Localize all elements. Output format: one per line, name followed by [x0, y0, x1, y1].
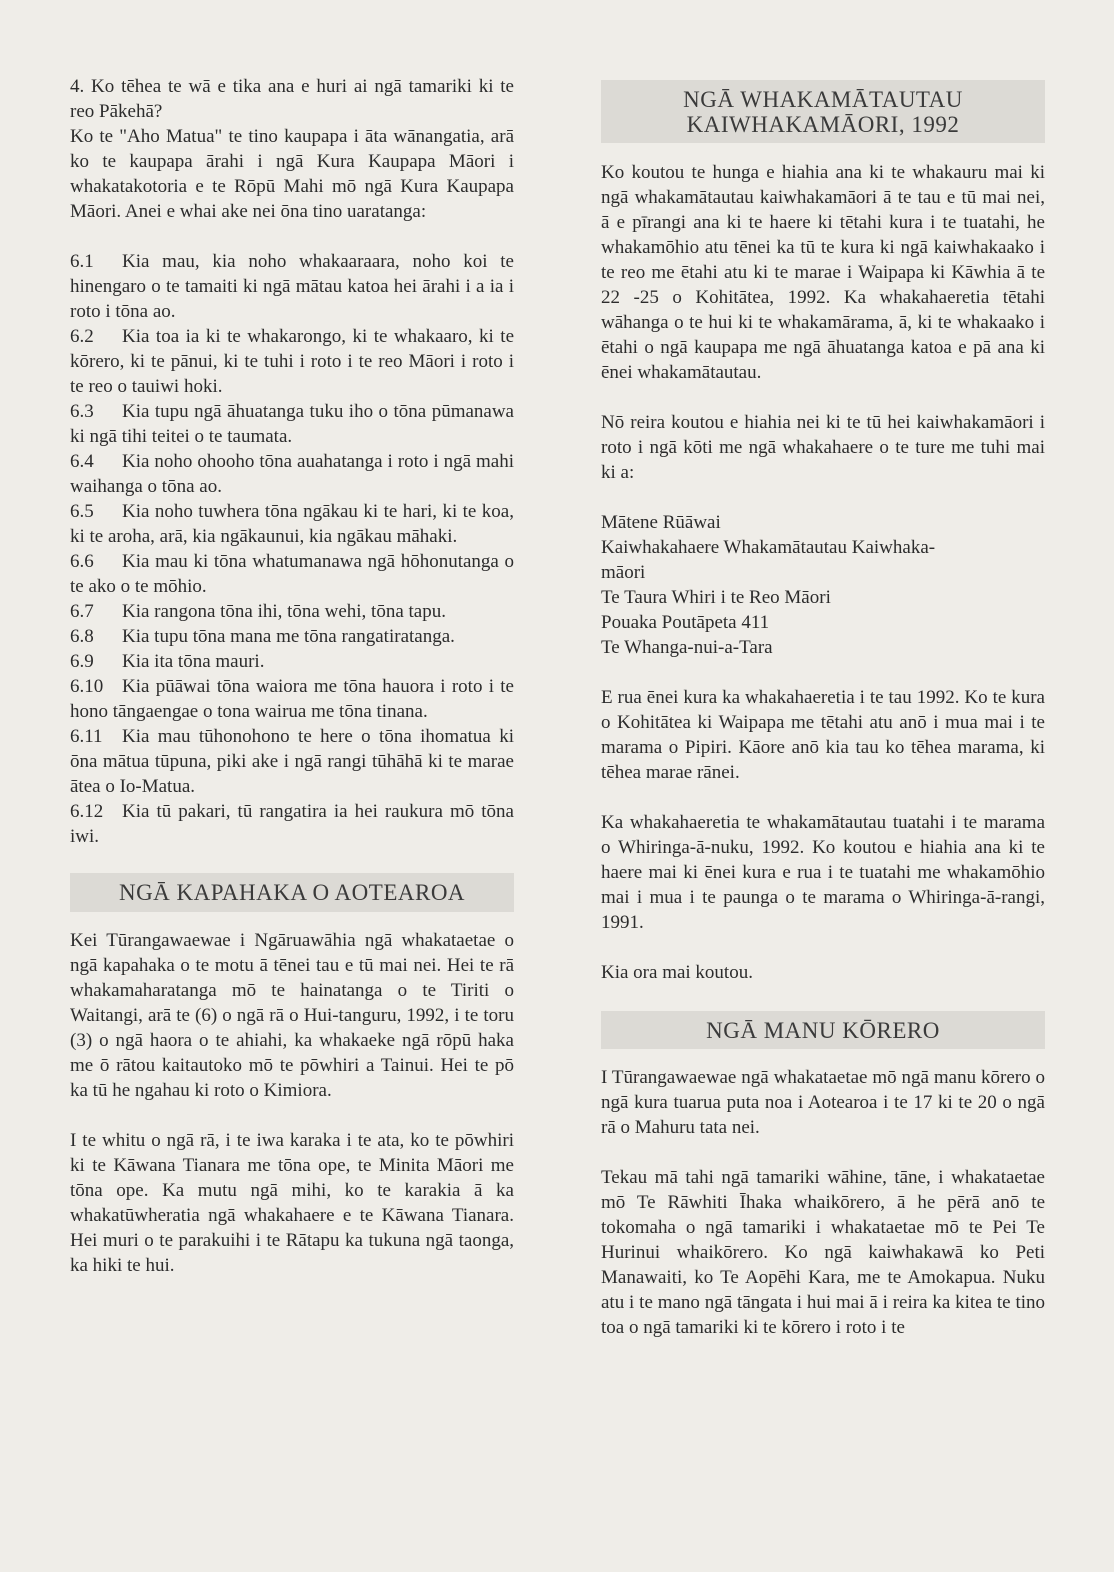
list-item: 6.11 Kia mau tūhonohono te here o tōna ihomatua ki ōna mātua tūpuna, piki ake i ngā rangi tūhāhā ki te marae ātea o Io-Matua.	[70, 726, 514, 797]
whakamatautau-paragraph-1: Ko koutou te hunga e hiahia ana ki te whakauru mai ki ngā whakamātautau kaiwhakamāori ā te tau e tū mai nei, ā e pīrangi ana ki te haere ki tētahi kura i te tuatahi, he whakamōhio atu tēnei ka tū te kura ki ngā kaiwhakaako i te reo me ētahi atu ki te marae i Waipapa ki Kāwhia ā te 22 -25 o Kohitātea, 1992. Ka whakahaeretia tētahi wāhanga o te hui ki te whakamārama, ā, ki te whakaako i ētahi o ngā kaupapa me ngā āhuatanga katoa e pā ana ki ēnei whakamātautau.	[601, 162, 1045, 383]
list-item: 6.8 Kia tupu tōna mana me tōna rangatiratanga.	[70, 626, 455, 647]
question-4: 4. Ko tēhea te wā e tika ana e huri ai ngā tamariki ki te reo Pākehā?	[70, 76, 514, 122]
list-item: 6.6 Kia mau ki tōna whatumanawa ngā hōhonutanga o te ako o te mōhio.	[70, 551, 514, 597]
whakamatautau-heading-line-2: KAIWHAKAMĀORI, 1992	[686, 112, 960, 137]
whakamatautau-paragraph-4: Ka whakahaeretia te whakamātautau tuatahi i te marama o Whiringa-ā-nuku, 1992. Ko koutou e hiahia ana ki te haere mai ki ēnei kura e rua i te tuatahi me whakamōhio mai i mua i te paunga o te marama o Whiringa-ā-rangi, 1991.	[601, 812, 1045, 933]
list-item: 6.9 Kia ita tōna mauri.	[70, 651, 265, 672]
kapahaka-paragraph-2: I te whitu o ngā rā, i te iwa karaka i te ata, ko te pōwhiri ki te Kāwana Tianara me tōna ope, te Minita Māori me tōna ope. Ka mutu ngā mihi, ko te karakia ā ka whakatūwheratia ngā whakahaere e te Kāwana Tianara. Hei muri o te parakuihi i te Rātapu ka tukuna ngā taonga, ka hiki te hui.	[70, 1130, 514, 1276]
contact-address	[601, 510, 1045, 660]
manu-korero-heading: NGĀ MANU KŌRERO	[601, 1011, 1045, 1049]
manu-korero-paragraph-1: I Tūrangawaewae ngā whakataetae mō ngā manu kōrero o ngā kura tuarua puta noa i Aotearoa i te 17 ki te 20 o ngā rā o Mahuru tata nei.	[601, 1067, 1045, 1138]
address-line: māori	[601, 562, 646, 583]
closing-greeting: Kia ora mai koutou.	[601, 962, 753, 983]
address-line: Pouaka Poutāpeta 411	[601, 612, 770, 633]
list-item: 6.3 Kia tupu ngā āhuatanga tuku iho o tōna pūmanawa ki ngā tihi teitei o te taumata.	[70, 401, 514, 447]
kapahaka-paragraph-1: Kei Tūrangawaewae i Ngāruawāhia ngā whakataetae o ngā kapahaka o te motu ā tēnei tau e tū mai nei. Hei te rā whakamaharatanga mō te hainatanga o te Tiriti o Waitangi, arā te (6) o ngā rā o Hui-tanguru, 1992, i te toru (3) o ngā haora o te ahiahi, ka whakaeke ngā rōpū haka me ō rātou kaitautoko mō te pōwhiri a Tainui. Hei te pō ka tū he ngahau ki roto o Kimiora.	[70, 930, 514, 1101]
list-item: 6.10 Kia pūāwai tōna waiora me tōna hauora i roto i te hono tāngaengae o tona wairua me tōna tinana.	[70, 676, 514, 722]
whakamatautau-heading-line-1: NGĀ WHAKAMĀTAUTAU	[683, 87, 963, 112]
list-item: 6.12 Kia tū pakari, tū rangatira ia hei raukura mō tōna iwi.	[70, 801, 514, 847]
address-line: Mātene Rūāwai	[601, 512, 721, 533]
right-column	[601, 74, 1045, 1340]
address-line: Te Whanga-nui-a-Tara	[601, 637, 773, 658]
address-line: Te Taura Whiri i te Reo Māori	[601, 587, 831, 608]
list-item: 6.7 Kia rangona tōna ihi, tōna wehi, tōna tapu.	[70, 601, 446, 622]
whakamatautau-paragraph-3: E rua ēnei kura ka whakahaeretia i te tau 1992. Ko te kura o Kohitātea ki Waipapa me tētahi atu anō i mua mai i te marama o Pipiri. Kāore anō kia tau ko tēhea marama, ki tēhea marae rānei.	[601, 687, 1045, 783]
whakamatautau-heading	[601, 80, 1045, 143]
list-item: 6.5 Kia noho tuwhera tōna ngākau ki te hari, ki te koa, ki te aroha, arā, kia ngākaunui, kia ngākau māhaki.	[70, 501, 514, 547]
list-item: 6.2 Kia toa ia ki te whakarongo, ki te whakaaro, ki te kōrero, ki te pānui, ki te tuhi i roto i te reo Māori i roto i te reo o tauiwi hoki.	[70, 326, 514, 397]
whakamatautau-paragraph-2: Nō reira koutou e hiahia nei ki te tū hei kaiwhakamāori i roto i ngā kōti me ngā whakahaere o te ture me tuhi mai ki a:	[601, 412, 1045, 483]
address-line: Kaiwhakahaere Whakamātautau Kaiwhaka-	[601, 537, 936, 558]
principles-list	[70, 249, 514, 849]
kapahaka-heading: NGĀ KAPAHAKA O AOTEAROA	[70, 873, 514, 912]
list-item: 6.1 Kia mau, kia noho whakaaraara, noho koi te hinengaro o te tamaiti ki ngā mātau katoa hei ārahi i a ia i roto i tōna ao.	[70, 251, 514, 322]
aho-matua-paragraph: Ko te "Aho Matua" te tino kaupapa i āta wānangatia, arā ko te kaupapa ārahi i ngā Kura Kaupapa Māori i whakatakotoria e te Rōpū Mahi mō ngā Kura Kaupapa Māori. Anei e whai ake nei ōna tino uaratanga:	[70, 126, 514, 222]
manu-korero-paragraph-2: Tekau mā tahi ngā tamariki wāhine, tāne, i whakataetae mō Te Rāwhiti Īhaka whaikōrero, ā he pērā anō te tokomaha o ngā tamariki i whakataetae mō te Pei Te Hurinui whaikōrero. Ko ngā kaiwhakawā ko Peti Manawaiti, ko Te Aopēhi Kara, me te Amokapua. Nuku atu i te mano ngā tāngata i hui mai ā i reira ka kitea te tino toa o ngā tamariki ki te kōrero i roto i te	[601, 1167, 1045, 1338]
list-item: 6.4 Kia noho ohooho tōna auahatanga i roto i ngā mahi waihanga o tōna ao.	[70, 451, 514, 497]
left-column	[70, 74, 514, 1278]
